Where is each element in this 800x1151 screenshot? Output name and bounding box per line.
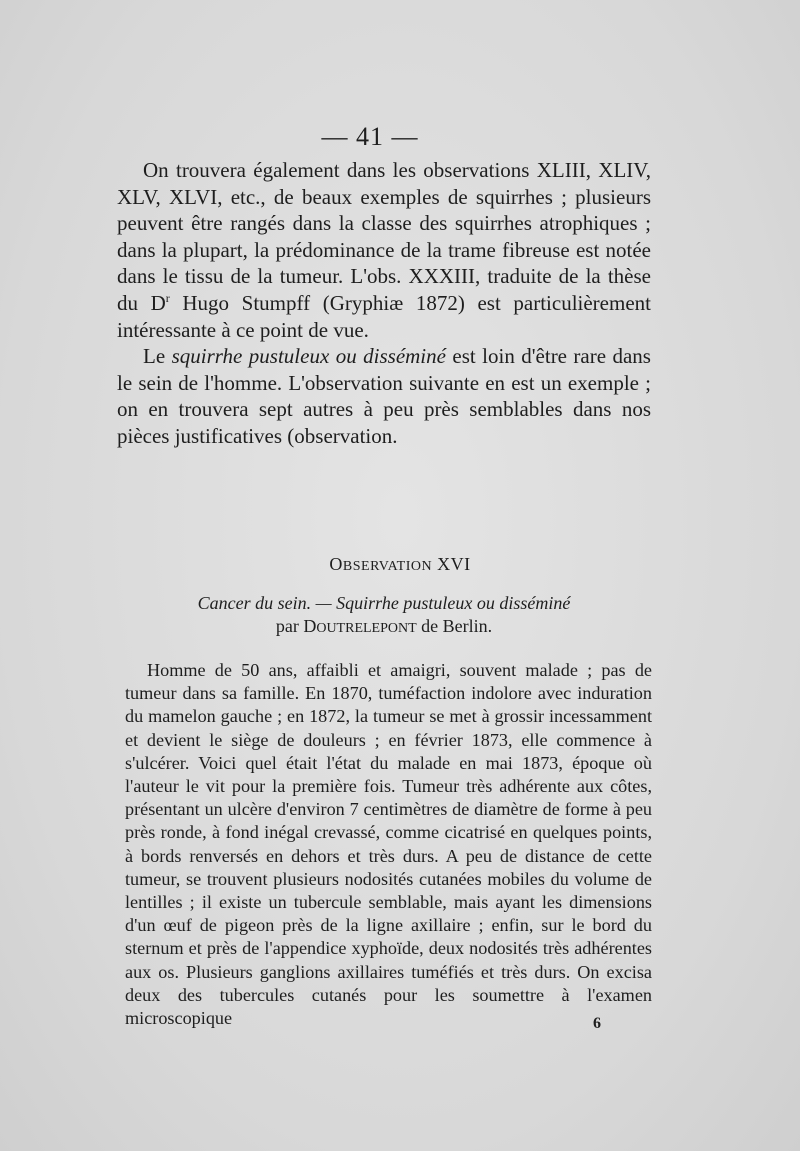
case-paragraph: Homme de 50 ans, affaibli et amaigri, souvent malade ; pas de tumeur dans sa famille. En 1870, tuméfaction indolore avec induration du mamelon gauche ; en 1872, la tumeur se met à grossir incessamment et devient le siège de douleurs ; en février 1873, elle commence à s'ulcérer. Voici quel était l'état du malade en mai 1873, époque où l'auteur le vit pour la première fois. Tumeur très adhérente aux côtes, présentant un ulcère d'environ 7 centimètres de diamètre de forme à peu près ronde, à fond inégal crevassé, comme cicatrisé en quelques points, à bords renversés en dehors et très durs. A peu de distance de cette tumeur, se trouvent plusieurs nodosités cutanées mobiles du volume de lentilles ; il existe un tubercule semblable, mais ayant les dimensions d'un œuf de pigeon près de la ligne axillaire ; enfin, sur le bord du sternum et près de l'appendice xyphoïde, deux nodosités très adhérentes aux os. Plusieurs ganglions axillaires tuméfiés et très durs. On excisa deux des tubercules cutanés pour les soumettre à l'examen microscopique	[125, 660, 652, 1029]
observation-location: de Berlin.	[421, 616, 493, 636]
doctor-superscript: r	[165, 290, 170, 305]
observation-subtitle	[117, 592, 651, 640]
observation-subtitle-italic: Cancer du sein. — Squirrhe pustuleux ou disséminé	[197, 593, 571, 613]
observation-author-first: D	[303, 616, 317, 636]
signature-number: 6	[593, 1015, 601, 1032]
paragraph-1	[117, 157, 651, 343]
paragraph-2-end: est loin d'être rare dans le sein de l'homme. L'observation suivante en est un exemple ; on en trouvera sept autres à peu près semblables dans nos pièces justificatives (observation.	[117, 344, 651, 448]
observation-number: XVI	[437, 554, 471, 574]
paragraph-2-italic: squirrhe pustuleux ou disséminé	[171, 344, 446, 369]
case-description	[125, 659, 652, 1030]
paragraph-1-text: On trouvera également dans les observations XLIII, XLIV, XLV, XLVI, etc., de beaux exemples de squirrhes ; plusieurs peuvent être rangés dans la classe des squirrhes atrophiques ; dans la plupart, la prédominance de la trame fibreuse est notée dans le tissu de la tumeur. L'obs. XXXIII, traduite de la thèse du D	[117, 158, 651, 315]
observation-title-first: O	[329, 554, 343, 574]
main-text	[117, 157, 651, 450]
page-number-header: — 41 —	[321, 122, 419, 151]
paragraph-2-start: Le	[143, 344, 172, 369]
observation-author-rest: OUTRELEPONT	[316, 621, 417, 636]
observation-title-rest: BSERVATION	[342, 559, 433, 574]
observation-title	[0, 554, 800, 575]
paragraph-1-end: Hugo Stumpff (Gryphiæ 1872) est particulièrement intéressante à ce point de vue.	[117, 290, 651, 342]
paragraph-2	[117, 343, 651, 449]
observation-by: par	[275, 616, 299, 636]
